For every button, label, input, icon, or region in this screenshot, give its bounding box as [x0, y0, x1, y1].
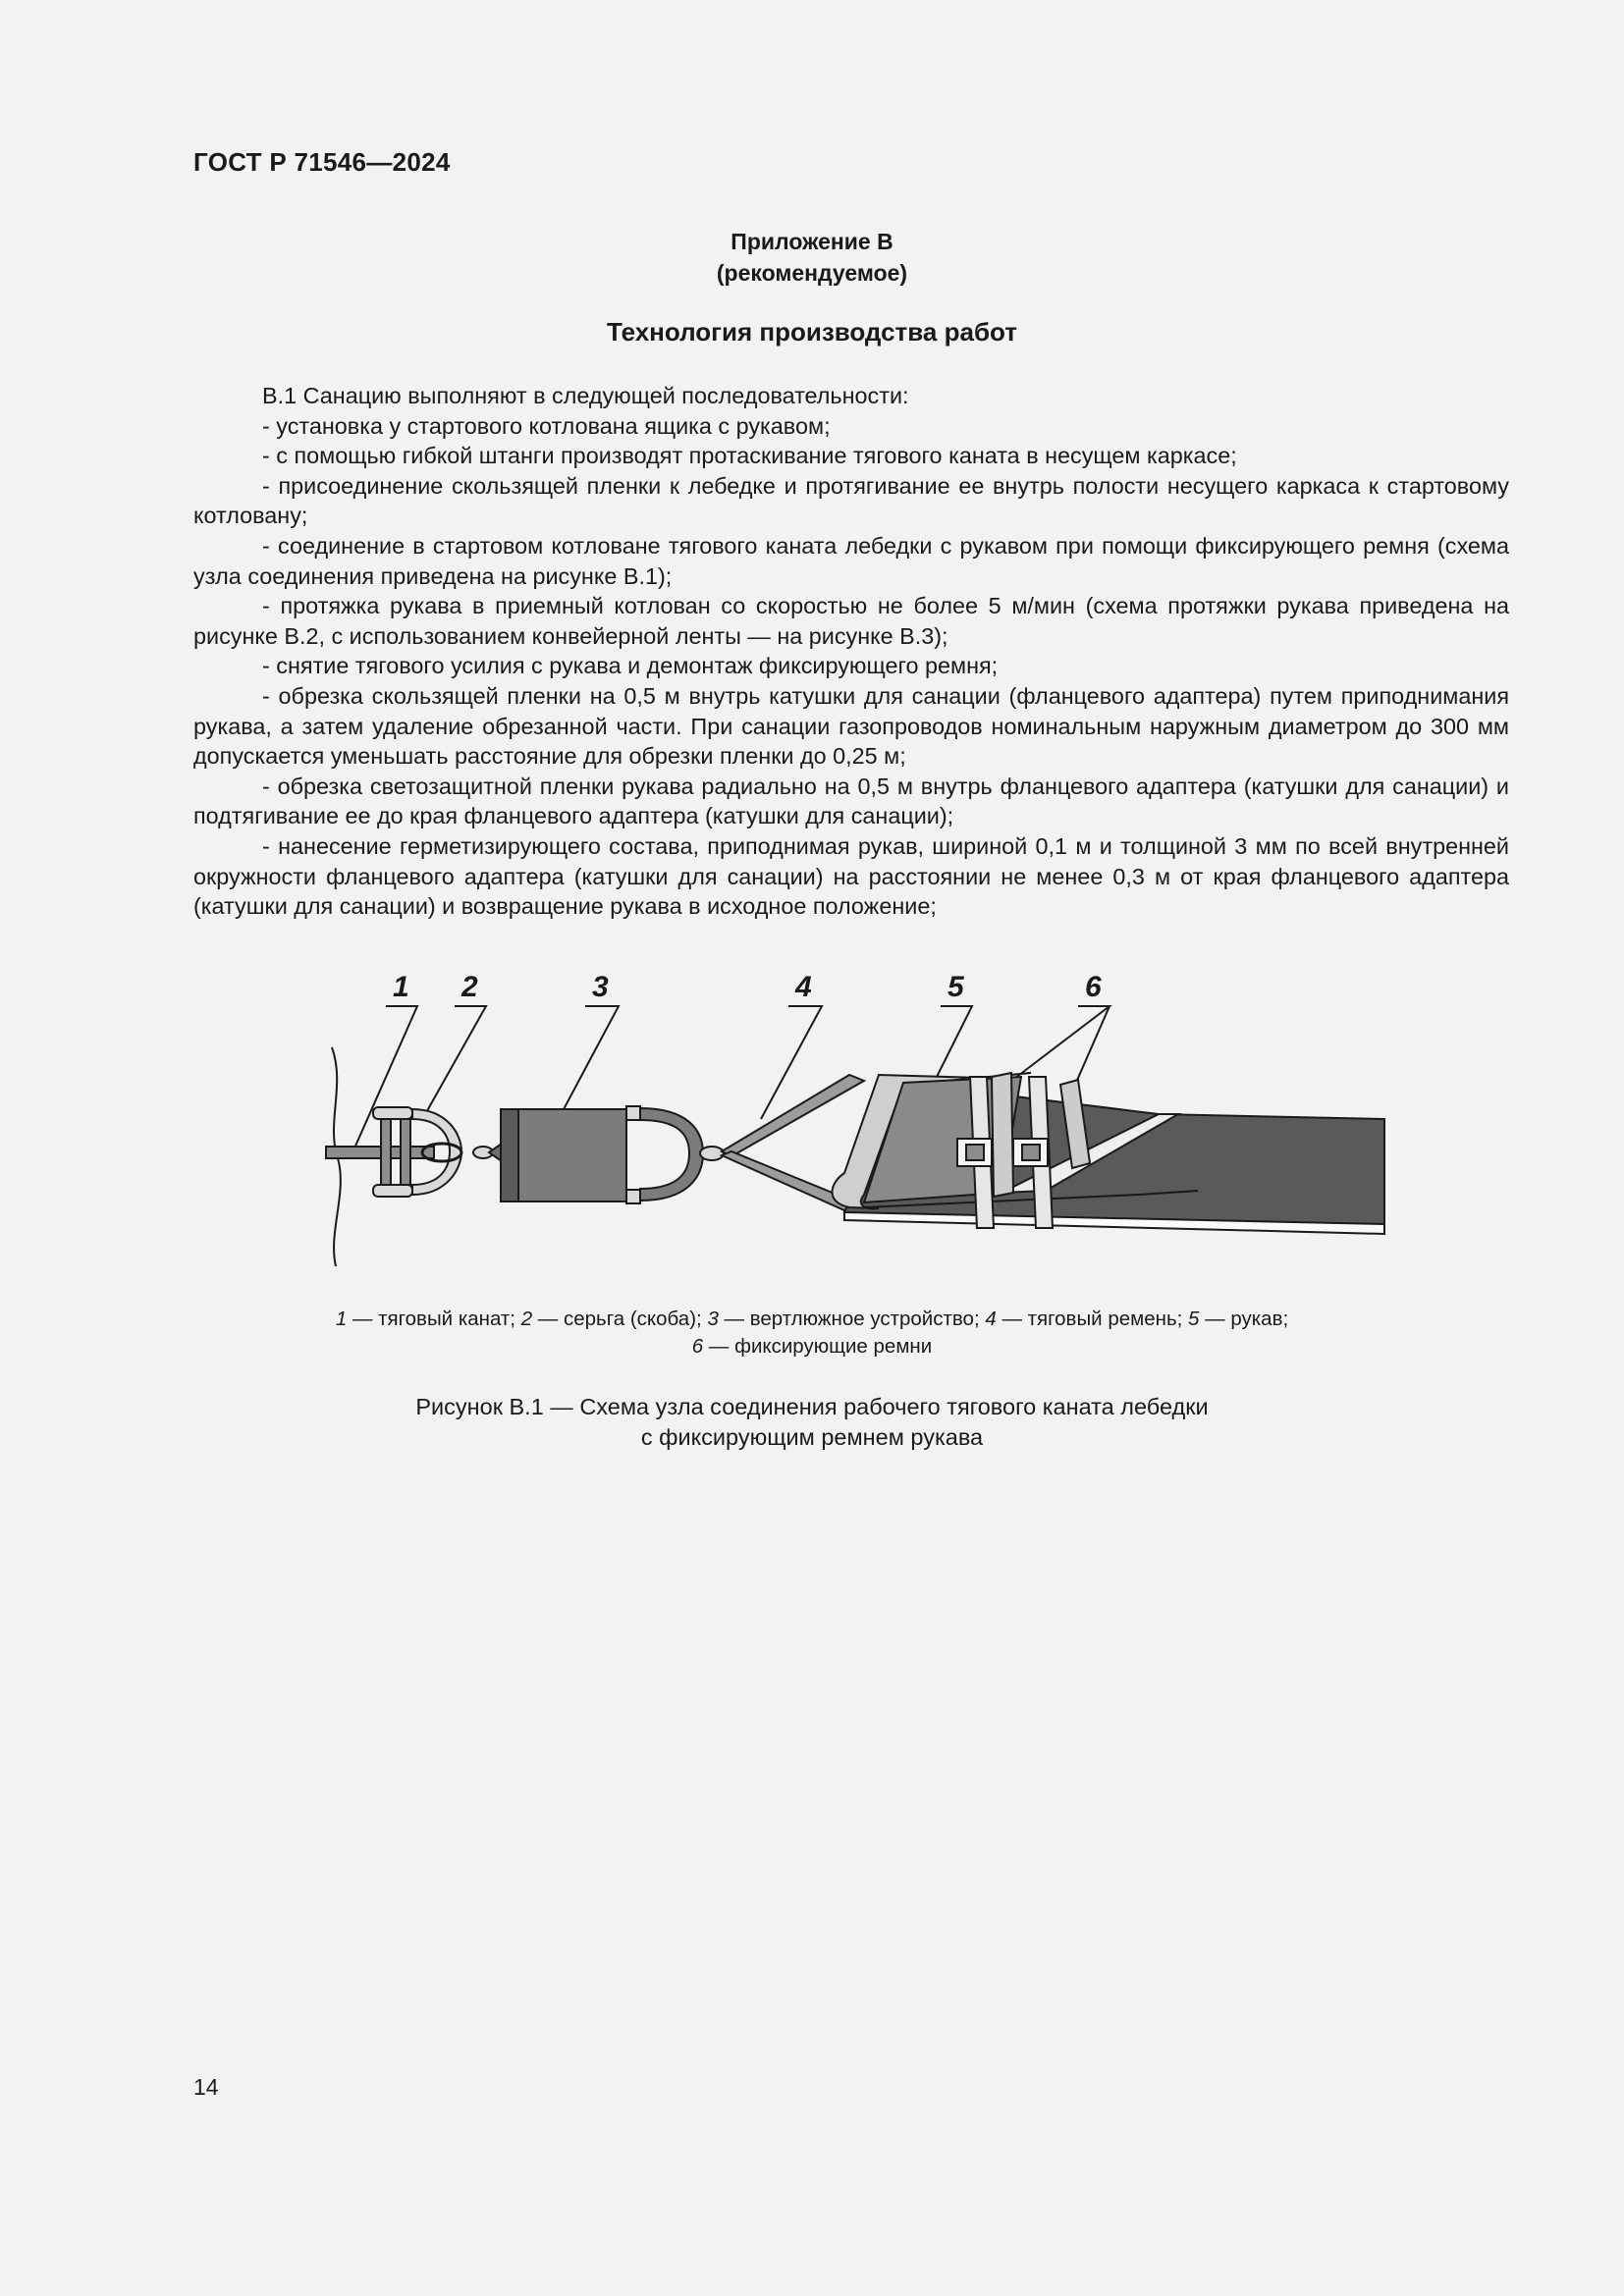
legend-num: 1	[335, 1308, 348, 1330]
legend-line-2	[0, 1333, 1624, 1361]
swivel-device	[489, 1106, 703, 1203]
list-item: - обрезка светозащитной пленки рукава радиально на 0,5 м внутрь фланцевого адаптера (катушки для санации) и подтягивание ее до края фланцевого адаптера (катушки для санации);	[193, 773, 1509, 829]
appendix-status: (рекомендуемое)	[716, 260, 908, 286]
callout-3: 3	[592, 971, 609, 1003]
list-item: - соединение в стартовом котловане тягового каната лебедки с рукавом при помощи фиксирующего ремня (схема узла соединения приведена на рисунке В.1);	[193, 532, 1509, 589]
legend-text: — вертлюжное устройство;	[718, 1308, 986, 1330]
list-item: - снятие тягового усилия с рукава и демонтаж фиксирующего ремня;	[262, 653, 999, 679]
list-item: - с помощью гибкой штанги производят протаскивание тягового каната в несущем каркасе;	[262, 443, 1237, 469]
caption-line-1: Рисунок В.1 — Схема узла соединения рабочего тягового каната лебедки	[415, 1394, 1209, 1419]
legend-text: — фиксирующие ремни	[703, 1335, 933, 1358]
legend-text: — тяговый ремень;	[996, 1308, 1189, 1330]
legend-num: 5	[1188, 1308, 1200, 1330]
legend-line-1	[0, 1306, 1624, 1333]
callout-4: 4	[795, 971, 812, 1003]
callout-5: 5	[947, 971, 964, 1003]
list-item: - протяжка рукава в приемный котлован со скоростью не более 5 м/мин (схема протяжки рукава приведена на рисунке В.2, с использованием конвейерной ленты — на рисунке В.3);	[193, 593, 1509, 649]
callout-2: 2	[461, 971, 478, 1003]
legend-num: 6	[691, 1335, 704, 1358]
legend-text: — тяговый канат;	[347, 1308, 521, 1330]
body-text	[193, 381, 1509, 922]
caption-line-2: с фиксирующим ремнем рукава	[640, 1424, 984, 1450]
document-code: ГОСТ Р 71546—2024	[193, 147, 451, 177]
figure-legend	[0, 1306, 1624, 1361]
legend-text: — рукав;	[1199, 1308, 1289, 1330]
hose	[833, 1073, 1385, 1234]
list-item: - присоединение скользящей пленки к лебедке и протягивание ее внутрь полости несущего каркаса к стартовому котловану;	[193, 472, 1509, 529]
legend-num: 3	[707, 1308, 719, 1330]
appendix-heading	[0, 226, 1624, 289]
list-item: - нанесение герметизирующего состава, приподнимая рукав, шириной 0,1 м и толщиной 3 мм по всей внутренней окружности фланцевого адаптера (катушки для санации) на расстоянии не менее 0,3 м от края фланцевого адаптера (катушки для санации) и возвращение рукава в исходное положение;	[193, 832, 1509, 920]
appendix-title: Приложение В	[731, 229, 893, 254]
legend-text: — серьга (скоба);	[532, 1308, 708, 1330]
swivel-eye	[700, 1147, 724, 1160]
list-item: - обрезка скользящей пленки на 0,5 м внутрь катушки для санации (фланцевого адаптера) путем приподнимания рукава, а затем удаление обрезанной части. При санации газопроводов номинальным наружным диаметром до 300 мм допускается уменьшать расстояние для обрезки пленки до 0,25 м;	[193, 682, 1509, 770]
winch-connection-diagram	[314, 967, 1394, 1276]
list-item: - установка у стартового котлована ящика с рукавом;	[262, 412, 831, 439]
callout-6: 6	[1085, 971, 1102, 1003]
legend-num: 4	[985, 1308, 997, 1330]
paragraph: В.1 Санацию выполняют в следующей последовательности:	[262, 383, 909, 408]
section-title: Технология производства работ	[607, 317, 1017, 347]
figure-caption	[0, 1392, 1624, 1453]
page-number: 14	[193, 2074, 219, 2100]
legend-num: 2	[520, 1308, 533, 1330]
callout-1: 1	[393, 971, 409, 1003]
